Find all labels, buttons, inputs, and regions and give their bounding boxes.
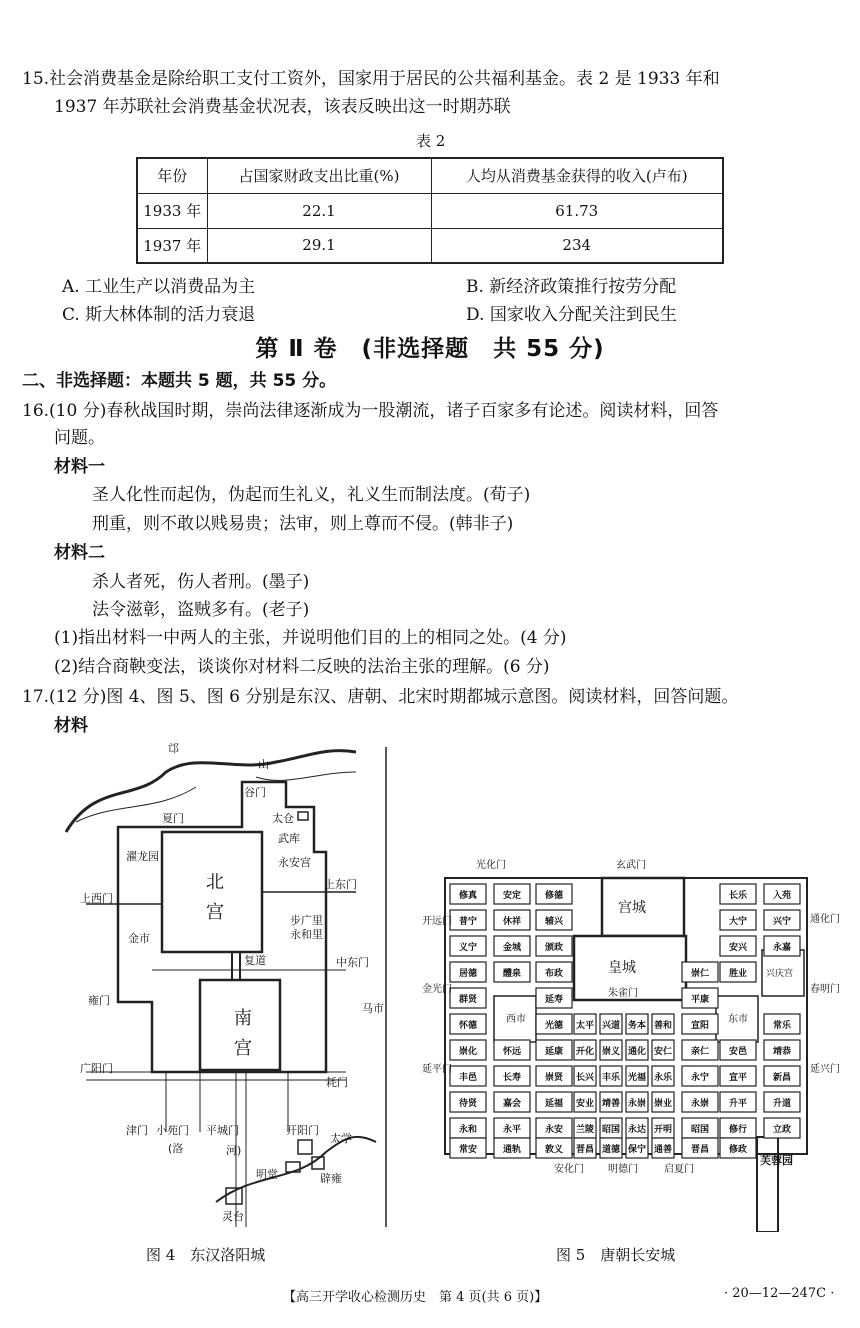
option-a: A. 工业生产以消费品为主 xyxy=(62,277,256,297)
changan-gate-label: 春明门 xyxy=(810,984,840,995)
luoyang-label: 太学 xyxy=(330,1132,352,1145)
ward-label: 兴道 xyxy=(601,1021,621,1031)
ward-label: 永宁 xyxy=(690,1073,710,1083)
luoyang-label: 夏门 xyxy=(162,812,184,825)
luoyang-label: 小苑门 xyxy=(156,1124,189,1137)
ward-label: 嘉会 xyxy=(502,1099,522,1109)
material-label: 材料二 xyxy=(54,543,105,563)
ward-label: 通善 xyxy=(653,1145,673,1155)
luoyang-label: 中东门 xyxy=(336,956,369,969)
option-d: D. 国家收入分配关注到民生 xyxy=(466,305,677,325)
ward-label: 平康 xyxy=(690,995,710,1005)
figure-caption: 图 4 东汉洛阳城 xyxy=(146,1246,266,1264)
luoyang-label: 上西门 xyxy=(80,892,113,905)
changan-gate-label: 启夏门 xyxy=(664,1164,694,1175)
ward-label: 兴宁 xyxy=(772,917,792,927)
table-header-cell: 年份 xyxy=(137,158,207,193)
ward-label: 昭国 xyxy=(690,1125,710,1135)
ward-label: 入苑 xyxy=(772,891,792,901)
ward-label: 辅兴 xyxy=(544,917,564,927)
luoyang-label: 金市 xyxy=(128,932,150,945)
ward-label: 道德 xyxy=(601,1145,621,1155)
material-text: 刑重，则不敢以贱易贵；法审，则上尊而不侵。(韩非子) xyxy=(92,514,514,534)
ward-label: 布政 xyxy=(544,969,564,979)
ward-label: 怀远 xyxy=(502,1047,522,1057)
option-b: B. 新经济政策推行按劳分配 xyxy=(466,277,677,297)
q15-stem-line2: 1937 年苏联社会消费基金状况表，该表反映出这一时期苏联 xyxy=(54,97,511,117)
footer-code: · 20—12—247C · xyxy=(724,1286,835,1301)
luoyang-label: 永和里 xyxy=(290,928,323,941)
ward-label: 修政 xyxy=(728,1145,748,1155)
ward-label: 开化 xyxy=(575,1047,595,1057)
changan-label: 东市 xyxy=(728,1014,748,1025)
ward-label: 休祥 xyxy=(502,917,522,927)
data-table xyxy=(136,157,724,264)
luoyang-label: 复道 xyxy=(244,954,266,967)
ward-label: 永崇 xyxy=(690,1099,710,1109)
luoyang-label: 灵台 xyxy=(222,1210,244,1223)
ward-label: 光福 xyxy=(627,1073,647,1083)
ward-label: 延康 xyxy=(544,1047,564,1057)
ward-label: 靖善 xyxy=(601,1099,621,1109)
changan-gate-label: 安化门 xyxy=(554,1164,584,1175)
table-cell: 22.1 xyxy=(207,193,431,228)
changan-gate-label: 玄武门 xyxy=(616,860,646,871)
ward-label: 义宁 xyxy=(458,943,478,953)
luoyang-label: 辟雍 xyxy=(320,1172,342,1185)
ward-label: 常乐 xyxy=(772,1021,792,1031)
ward-label: 崇义 xyxy=(601,1047,621,1057)
ward-label: 务本 xyxy=(627,1021,647,1031)
changan-gate-label: 朱雀门 xyxy=(608,988,638,999)
table-header-row xyxy=(137,158,723,193)
ward-label: 永嘉 xyxy=(772,943,792,953)
ward-label: 延福 xyxy=(544,1099,564,1109)
ward-label: 安邑 xyxy=(728,1047,748,1057)
ward-label: 丰邑 xyxy=(458,1073,478,1083)
ward-label: 开明 xyxy=(653,1125,673,1135)
ward-label: 通轨 xyxy=(502,1145,522,1155)
changan-gate-label: 明德门 xyxy=(608,1164,638,1175)
luoyang-label: 武库 xyxy=(278,832,300,845)
q16-stem-line2: 问题。 xyxy=(54,428,105,448)
ward-label: 长乐 xyxy=(728,891,748,901)
changan-gate-label: 开远门 xyxy=(422,916,452,927)
figure-caption: 图 5 唐朝长安城 xyxy=(556,1246,676,1264)
luoyang-label: 邙 xyxy=(168,742,179,755)
changan-label: 宫城 xyxy=(618,900,646,916)
ward-label: 崇贤 xyxy=(544,1073,564,1083)
ward-label: 待贤 xyxy=(458,1099,478,1109)
ward-label: 永崇 xyxy=(627,1099,647,1109)
material-text: 圣人化性而起伪，伪起而生礼义，礼义生而制法度。(荀子) xyxy=(92,485,531,505)
ward-label: 永和 xyxy=(458,1125,478,1135)
ward-label: 安兴 xyxy=(728,943,748,953)
luoyang-label: 明堂 xyxy=(256,1168,278,1181)
ward-label: 敦义 xyxy=(544,1145,564,1155)
ward-label: 光德 xyxy=(544,1021,564,1031)
luoyang-label: 上东门 xyxy=(324,878,357,891)
ward-label: 昭国 xyxy=(601,1125,621,1135)
ward-label: 兰陵 xyxy=(575,1125,595,1135)
changan-label: 皇城 xyxy=(608,960,636,976)
table-cell: 234 xyxy=(431,228,723,263)
luoyang-label: 雍门 xyxy=(88,994,110,1007)
sub-question: (2)结合商鞅变法，谈谈你对材料二反映的法治主张的理解。(6 分) xyxy=(54,657,550,677)
ward-label: 保宁 xyxy=(627,1145,647,1155)
luoyang-label: 谷门 xyxy=(244,786,266,799)
luoyang-map xyxy=(56,742,396,1232)
ward-label: 胜业 xyxy=(728,969,748,979)
ward-label: 普宁 xyxy=(458,917,478,927)
table-row xyxy=(137,193,723,228)
ward-label: 永乐 xyxy=(653,1073,673,1083)
table-cell: 29.1 xyxy=(207,228,431,263)
table-cell: 61.73 xyxy=(431,193,723,228)
q15-stem-line1: 15.社会消费基金是除给职工支付工资外，国家用于居民的公共福利基金。表 2 是 1933 年和 xyxy=(22,69,720,89)
q17-stem: 17.(12 分)图 4、图 5、图 6 分别是东汉、唐朝、北宋时期都城示意图。阅读材料，回答问题。 xyxy=(22,687,739,707)
ward-label: 善和 xyxy=(653,1021,673,1031)
ward-label: 延寿 xyxy=(544,995,564,1005)
ward-label: 怀德 xyxy=(458,1021,478,1031)
changan-label: 兴庆宫 xyxy=(766,969,794,979)
luoyang-label: (洛 xyxy=(168,1142,184,1155)
material-label: 材料一 xyxy=(54,457,105,477)
luoyang-label: 步广里 xyxy=(290,914,323,927)
ward-label: 永平 xyxy=(502,1125,522,1135)
ward-label: 晋昌 xyxy=(690,1145,710,1155)
ward-label: 醴泉 xyxy=(502,969,522,979)
table-cell: 1933 年 xyxy=(137,193,207,228)
luoyang-label: 北 xyxy=(206,872,224,893)
ward-label: 宣阳 xyxy=(690,1021,710,1031)
ward-label: 升平 xyxy=(728,1099,748,1109)
luoyang-label: 河) xyxy=(226,1144,242,1157)
ward-label: 长寿 xyxy=(502,1073,522,1083)
ward-label: 安业 xyxy=(575,1099,595,1109)
sub-question: (1)指出材料一中两人的主张，并说明他们目的上的相同之处。(4 分) xyxy=(54,628,567,648)
luoyang-label: 平城门 xyxy=(206,1124,239,1137)
changan-gate-label: 光化门 xyxy=(476,860,506,871)
ward-label: 颁政 xyxy=(544,943,564,953)
q16-stem-line1: 16.(10 分)春秋战国时期，崇尚法律逐渐成为一股潮流，诸子百家多有论述。阅读材料，回答 xyxy=(22,401,719,421)
luoyang-label: 津门 xyxy=(126,1124,148,1137)
ward-label: 新昌 xyxy=(772,1073,792,1083)
ward-label: 大宁 xyxy=(728,917,748,927)
table-row xyxy=(137,228,723,263)
ward-label: 亲仁 xyxy=(690,1047,710,1057)
table-cell: 1937 年 xyxy=(137,228,207,263)
table-header-cell: 占国家财政支出比重(%) xyxy=(207,158,431,193)
luoyang-label: 南 xyxy=(234,1008,252,1029)
changan-gate-label: 延兴门 xyxy=(810,1064,840,1075)
table-header-cell: 人均从消费基金获得的收入(卢布) xyxy=(431,158,723,193)
luoyang-label: 山 xyxy=(258,758,269,771)
changan-map xyxy=(420,852,840,1232)
material-text: 法令滋彰，盗贼多有。(老子) xyxy=(92,600,310,620)
changan-gate-label: 延平门 xyxy=(422,1064,452,1075)
luoyang-label: 开阳门 xyxy=(286,1124,319,1137)
ward-label: 升道 xyxy=(772,1099,792,1109)
changan-label: 芙蓉园 xyxy=(760,1154,793,1167)
ward-label: 崇仁 xyxy=(690,969,710,979)
ward-label: 丰乐 xyxy=(601,1073,621,1083)
material-text: 杀人者死，伤人者刑。(墨子) xyxy=(92,572,310,592)
ward-label: 太平 xyxy=(575,1021,595,1031)
changan-label: 西市 xyxy=(506,1014,526,1025)
table-title: 表 2 xyxy=(416,132,446,150)
material-label: 材料 xyxy=(54,716,88,736)
luoyang-label: 马市 xyxy=(362,1002,384,1015)
ward-label: 永安 xyxy=(544,1125,564,1135)
ward-label: 宣平 xyxy=(728,1073,748,1083)
ward-label: 居德 xyxy=(458,969,478,979)
ward-label: 崇化 xyxy=(458,1047,478,1057)
part-title: 第 Ⅱ 卷 (非选择题 共 55 分) xyxy=(255,336,605,362)
luoyang-label: 耗门 xyxy=(326,1076,348,1089)
luoyang-label: 濯龙园 xyxy=(126,850,159,863)
luoyang-label: 永安宫 xyxy=(278,856,311,869)
ward-label: 崇业 xyxy=(653,1099,673,1109)
ward-label: 金城 xyxy=(502,943,522,953)
ward-label: 通化 xyxy=(627,1047,647,1057)
ward-label: 群贤 xyxy=(458,995,478,1005)
option-c: C. 斯大林体制的活力衰退 xyxy=(62,305,256,325)
section-heading: 二、非选择题：本题共 5 题，共 55 分。 xyxy=(22,371,337,391)
luoyang-label: 广阳门 xyxy=(80,1062,113,1075)
ward-label: 修行 xyxy=(728,1125,748,1135)
ward-label: 晋昌 xyxy=(575,1145,595,1155)
luoyang-label: 宫 xyxy=(234,1038,252,1059)
ward-label: 安仁 xyxy=(653,1047,673,1057)
ward-label: 修德 xyxy=(544,891,564,901)
ward-label: 常安 xyxy=(458,1145,478,1155)
ward-label: 安定 xyxy=(502,891,522,901)
luoyang-label: 太仓 xyxy=(272,812,294,825)
ward-label: 长兴 xyxy=(575,1073,595,1083)
ward-label: 立政 xyxy=(772,1125,792,1135)
ward-label: 永达 xyxy=(627,1125,647,1135)
ward-label: 靖恭 xyxy=(772,1047,792,1057)
changan-gate-label: 通化门 xyxy=(810,914,840,925)
luoyang-label: 宫 xyxy=(206,902,224,923)
footer-page-info: 【高三开学收心检测历史 第 4 页(共 6 页)】 xyxy=(283,1290,548,1305)
changan-gate-label: 金光门 xyxy=(422,984,452,995)
ward-label: 修真 xyxy=(458,891,478,901)
